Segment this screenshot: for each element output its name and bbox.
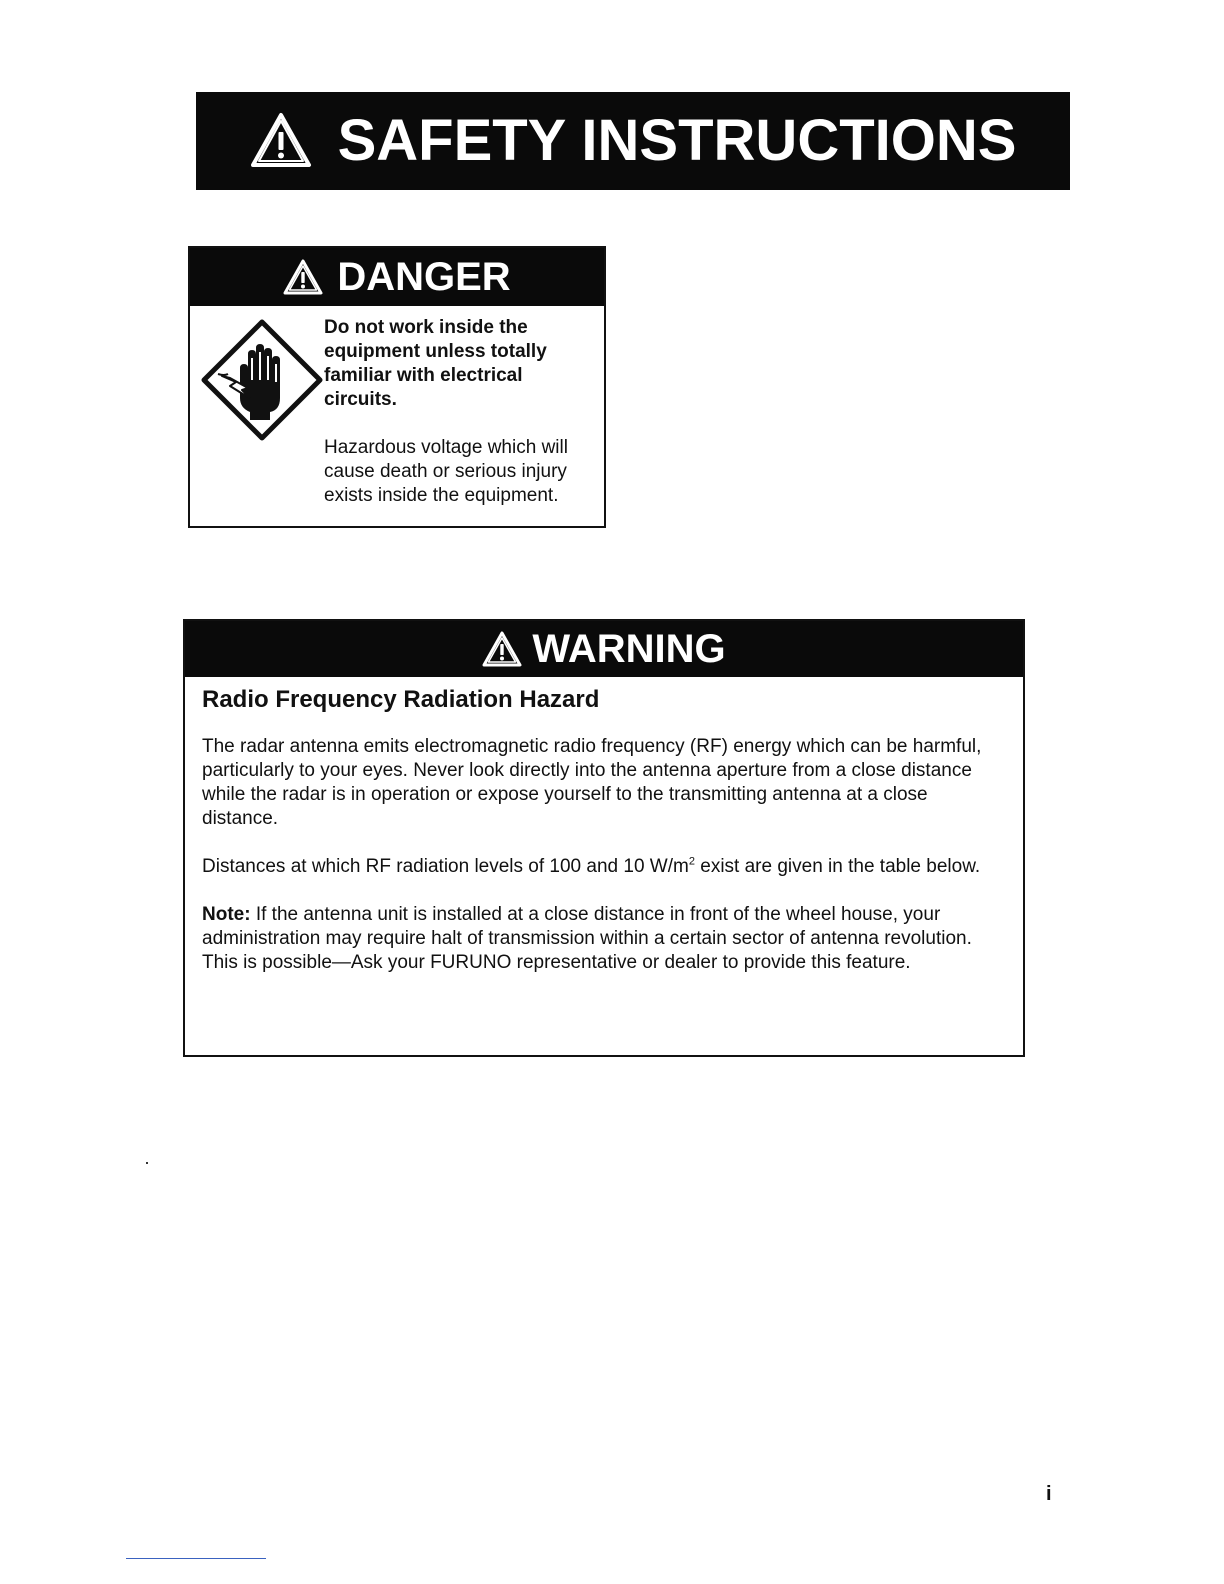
squared-superscript: 2 [688, 855, 695, 868]
danger-header [190, 248, 604, 306]
page-title: SAFETY INSTRUCTIONS [337, 108, 1017, 173]
warning-label: WARNING [532, 627, 726, 671]
danger-body-text: Hazardous voltage which will cause death or serious injury exists inside the equipment. [324, 437, 568, 506]
danger-label: DANGER [337, 255, 511, 299]
electrical-shock-hand-icon [200, 318, 324, 442]
danger-bold-text: Do not work inside the equipment unless totally familiar with electrical circuits. [324, 317, 547, 410]
distances-text-before: Distances at which RF radiation levels of 100 and 10 W/m [202, 856, 689, 877]
warning-header [185, 621, 1023, 677]
note-text: If the antenna unit is installed at a close distance in front of the wheel house, your administration may require halt of transmission within a certain sector of antenna revolution. This is possible—Ask your FURUNO representative or dealer to provide this feature. [202, 904, 972, 973]
warning-subtitle: Radio Frequency Radiation Hazard [202, 686, 600, 713]
warning-paragraph-distances [202, 855, 1005, 879]
warning-content [185, 677, 1023, 975]
warning-triangle-icon [250, 112, 312, 168]
warning-notice [183, 619, 1025, 1057]
page-number: i [1046, 1483, 1052, 1505]
danger-notice [188, 246, 606, 528]
warning-triangle-icon [283, 259, 323, 295]
footer-rule [126, 1558, 266, 1559]
distances-text-after: exist are given in the table below. [694, 856, 981, 877]
warning-paragraph-rf-energy: The radar antenna emits electromagnetic radio frequency (RF) energy which can be harmful, particularly to your eyes. Never look directly into the antenna aperture from a close distance while the radar is in operation or expose yourself to the transmitting antenna at a close distance. [202, 736, 982, 829]
scan-speck [146, 1162, 148, 1164]
safety-instructions-banner [196, 92, 1070, 190]
note-label: Note: [202, 904, 251, 925]
danger-body [324, 316, 600, 508]
warning-triangle-icon [482, 631, 522, 667]
warning-note [202, 903, 1005, 975]
